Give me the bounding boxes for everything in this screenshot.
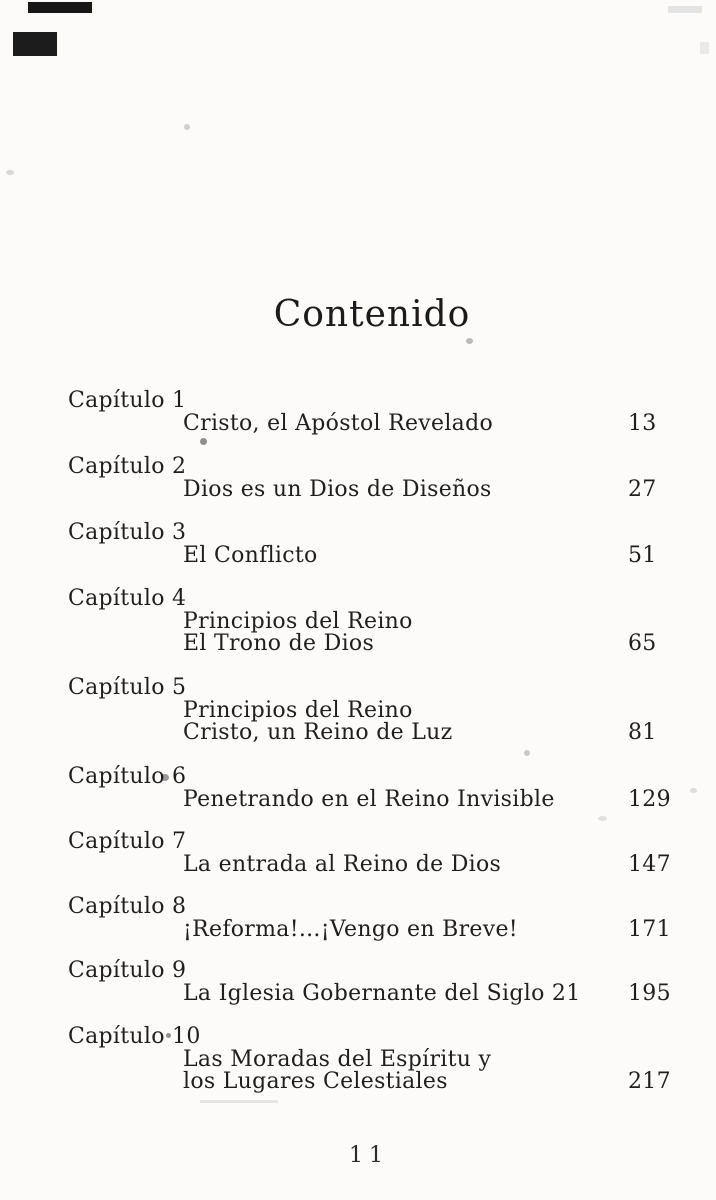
chapter-label: Capítulo 2 [68,454,187,479]
scan-artifact-bar [13,32,57,56]
chapter-page-number: 195 [628,981,671,1006]
toc-chapter-entry [0,521,716,567]
chapter-title-row [183,611,716,633]
chapter-page-number: 27 [628,477,657,502]
toc-chapter-entry [0,830,716,876]
chapter-title-line: El Trono de Dios [183,631,375,656]
scan-artifact-smudge [668,6,702,13]
toc-chapter-entry [0,389,716,435]
chapter-page-number: 81 [628,720,657,745]
chapter-title-line: La Iglesia Gobernante del Siglo 21 [183,981,581,1006]
scan-artifact-bar [28,2,92,13]
chapter-title-row [183,854,716,876]
scan-artifact-speck [184,124,190,130]
page-title: Contenido [273,294,471,335]
chapter-label: Capítulo 5 [68,675,187,700]
chapter-page-number: 51 [628,543,657,568]
scan-artifact-speck [598,816,607,821]
chapter-label: Capítulo 4 [68,586,187,611]
chapter-label: Capítulo 10 [68,1024,201,1049]
scan-artifact-line [200,1100,278,1103]
scan-artifact-smudge [700,42,709,54]
chapter-title-line: Principios del Reino [183,609,413,634]
toc-chapter-entry [0,587,716,655]
chapter-title-line: El Conflicto [183,543,318,568]
chapter-title-line: Cristo, el Apóstol Revelado [183,411,494,436]
chapter-title-row [183,479,716,501]
chapter-title-row [183,413,716,435]
chapter-title-row [183,919,716,941]
chapter-title-line: Principios del Reino [183,698,413,723]
chapter-title-row [183,789,716,811]
toc-chapter-entry [0,959,716,1005]
chapter-page-number: 129 [628,787,671,812]
chapter-title-line: Penetrando en el Reino Invisible [183,787,555,812]
chapter-page-number: 147 [628,852,671,877]
scan-artifact-speck [466,338,473,344]
chapter-title-row [183,1049,716,1071]
chapter-label: Capítulo 7 [68,829,187,854]
chapter-title-line: Dios es un Dios de Diseños [183,477,492,502]
chapter-page-number: 171 [628,917,671,942]
chapter-label: Capítulo 1 [68,388,187,413]
toc-chapter-entry [0,765,716,811]
chapter-label: Capítulo 9 [68,958,187,983]
chapter-title-row [183,1071,716,1093]
chapter-title-row [183,545,716,567]
chapter-title-row [183,633,716,655]
chapter-page-number: 13 [628,411,657,436]
page-number: 11 [349,1143,389,1168]
chapter-label: Capítulo 6 [68,764,187,789]
toc-chapter-entry [0,1025,716,1093]
chapter-title-line: los Lugares Celestiales [183,1069,448,1094]
chapter-label: Capítulo 8 [68,894,187,919]
chapter-title-row [183,983,716,1005]
chapter-title-row [183,722,716,744]
chapter-title-line: ¡Reforma!...¡Vengo en Breve! [183,917,518,942]
chapter-title-line: Las Moradas del Espíritu y [183,1047,492,1072]
scan-artifact-speck [524,750,530,756]
chapter-page-number: 65 [628,631,657,656]
toc-chapter-entry [0,676,716,744]
toc-chapter-entry [0,455,716,501]
chapter-title-line: Cristo, un Reino de Luz [183,720,453,745]
chapter-page-number: 217 [628,1069,671,1094]
chapter-label: Capítulo 3 [68,520,187,545]
scan-artifact-speck [6,170,14,175]
scan-artifact-speck [200,438,207,445]
chapter-title-row [183,700,716,722]
chapter-title-line: La entrada al Reino de Dios [183,852,502,877]
toc-chapter-entry [0,895,716,941]
